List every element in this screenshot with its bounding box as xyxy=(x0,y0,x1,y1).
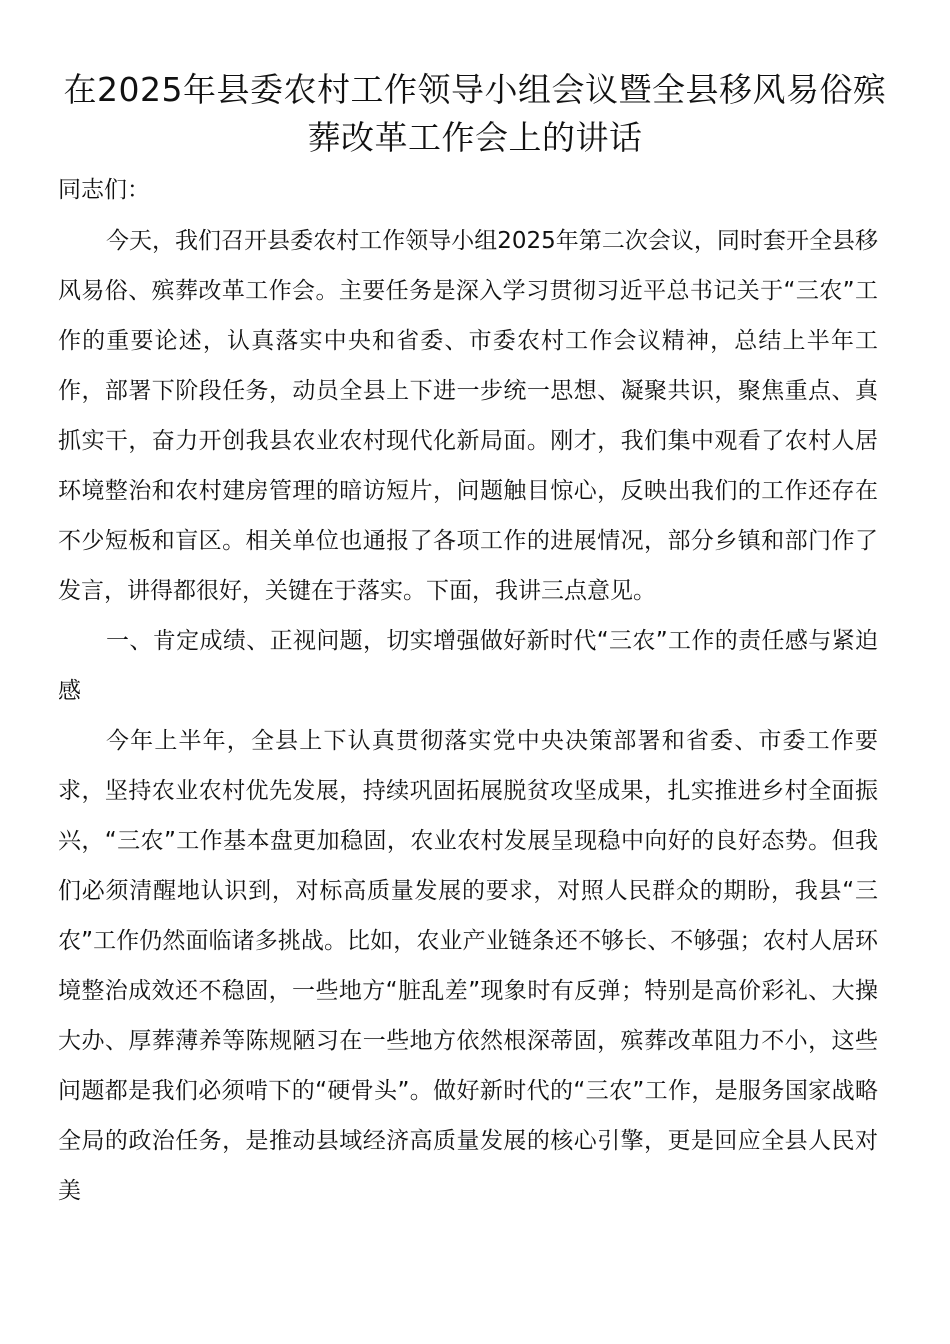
section-heading-1: 一、肯定成绩、正视问题，切实增强做好新时代“三农”工作的责任感与紧迫感 xyxy=(58,628,878,704)
paragraph-intro: 今天，我们召开县委农村工作领导小组2025年第二次会议，同时套开全县移风易俗、殡葬改革工作会。主要任务是深入学习贯彻习近平总书记关于“三农”工作的重要论述，认真落实中央和省委、市委农村工作会议精神，总结上半年工作，部署下阶段任务，动员全县上下进一步统一思想、凝聚共识，聚焦重点、真抓实干，奋力开创我县农业农村现代化新局面。刚才，我们集中观看了农村人居环境整治和农村建房管理的暗访短片，问题触目惊心，反映出我们的工作还存在不少短板和盲区。相关单位也通报了各项工作的进展情况，部分乡镇和部门作了发言，讲得都很好，关键在于落实。下面，我讲三点意见。 xyxy=(58,228,878,604)
page-title: 在2025年县委农村工作领导小组会议暨全县移风易俗殡葬改革工作会上的讲话 xyxy=(63,70,887,157)
paragraph-section-1: 今年上半年，全县上下认真贯彻落实党中央决策部署和省委、市委工作要求，坚持农业农村优先发展，持续巩固拓展脱贫攻坚成果，扎实推进乡村全面振兴，“三农”工作基本盘更加稳固，农业农村发展呈现稳中向好的良好态势。但我们必须清醒地认识到，对标高质量发展的要求，对照人民群众的期盼，我县“三农”工作仍然面临诸多挑战。比如，农业产业链条还不够长、不够强；农村人居环境整治成效还不稳固，一些地方“脏乱差”现象时有反弹；特别是高价彩礼、大操大办、厚葬薄养等陈规陋习在一些地方依然根深蒂固，殡葬改革阻力不小，这些问题都是我们必须啃下的“硬骨头”。做好新时代的“三农”工作，是服务国家战略全局的政治任务，是推动县域经济高质量发展的核心引擎，更是回应全县人民对美 xyxy=(58,728,878,1204)
document-body xyxy=(58,216,878,1216)
salutation: 同志们： xyxy=(58,177,150,203)
